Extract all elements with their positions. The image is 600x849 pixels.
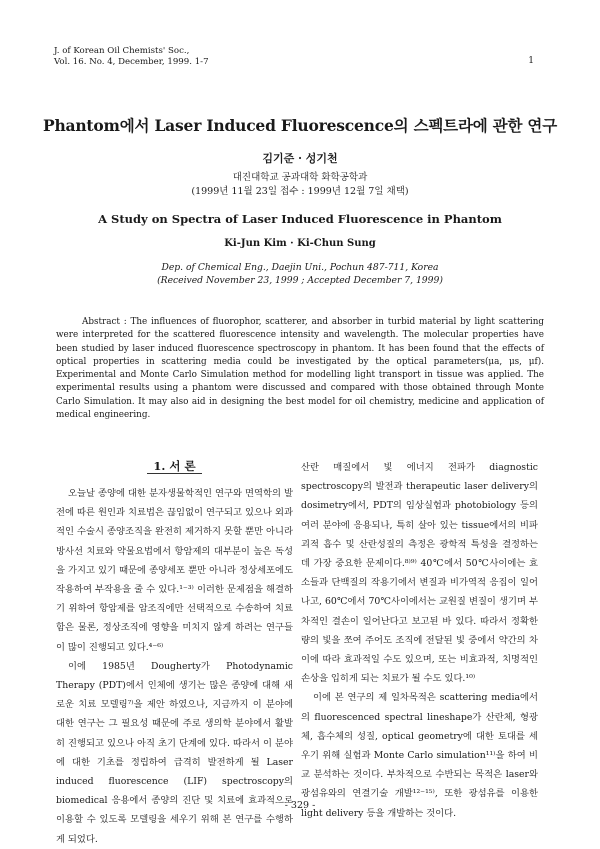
journal-citation [54,46,209,68]
abstract-text: The influences of fluorophor, scatterer, and absorber in turbid material by light scattering were interpreted for the scattered fluorescence intensity and wavelength. The molecular properties have been studied by laser induced fluorescence spectroscopy in phantom. It has been found that the effects of optical properties in scattering media could be investigated by the optical parameters(μa, μs, μf). Experimental and Monte Carlo Simulation method for modelling light transport in tissue was applied. The experimental results using a phantom were discussed and compared with those obtained through Monte Carlo Simulation. It may also aid in designing the best model for oil chemistry, medicine and application of medical engineering. [56,317,544,421]
dates-korean: (1999년 11월 23일 접수 : 1999년 12월 7일 채택) [191,186,409,197]
authors-english: Ki-Jun Kim · Ki-Chun Sung [224,238,376,249]
title-korean: Phantom에서 Laser Induced Fluorescence의 스펙트라에 관한 연구 [43,116,557,135]
footer-page-number: - 329 - [284,800,316,811]
left-column [56,458,293,849]
page-number: 1 [528,56,534,66]
affiliation-english: Dep. of Chemical Eng., Daejin Uni., Pochun 487-711, Korea [161,262,439,273]
right-paragraph-2: 이에 본 연구의 제 일차목적은 scattering media에서의 fluorescenced spectral lineshape가 산란체, 형광체, 흡수체의 성질, optical geometry에 대한 토대를 세우기 위해 실험과 Monte Carlo simulation¹¹⁾을 하여 비교 분석하는 것이다. 부차적으로 수반되는 목적은 laser와 광섬유와의 연결기술 개발¹²⁻¹⁵⁾, 또한 광섬유를 이용한 light delivery 등을 개발하는 것이다. [301,692,538,819]
title-english: A Study on Spectra of Laser Induced Fluorescence in Phantom [98,212,502,226]
abstract-label: Abstract : [82,317,127,327]
affiliation-korean: 대진대학교 공과대학 화학공학과 [232,172,368,183]
left-paragraph-2: 이에 1985년 Dougherty가 Photodynamic Therapy (PDT)에서 인체에 생기는 많은 종양에 대해 새로운 치료 모델링⁷⁾을 제안 하였으나, 지금까지 이 분야에 대한 연구는 그 필요성 때문에 주로 생의학 분야에서 활발히 진행되고 있으나 아직 초기 단계에 있다. 따라서 이 분야에 대한 기초를 정립하여 급격히 발전하게 될 Laser induced fluorescence (LIF) spectroscopy의 biomedical 응용에서 종양의 진단 및 치료에 효과적으로 이용할 수 있도록 모델링을 세우기 위해 본 연구를 수행하게 되었다. [56,660,293,845]
affiliation-english-block [0,261,600,287]
dates-english: (Received November 23, 1999 ; Accepted December 7, 1999) [157,275,443,286]
left-paragraph-1: 오늘날 종양에 대한 분자생물학적인 연구와 면역학의 발전에 따른 원인과 치료법은 끊임없이 연구되고 있으나 외과적인 수술시 종양조직을 완전히 제거하지 못할 뿐만 아니라 방사선 치료와 약물요법에서 항암제의 대부분이 높은 독성을 가지고 있기 때문에 종양세포 뿐만 아니라 정상세포에도 작용하여 부작용을 줄 수 있다.¹⁻³⁾ 이러한 문제점을 해결하기 위하여 항암제를 암조직에만 선택적으로 수송하여 치료함은 물론, 정상조직에 영향을 미치지 않게 하려는 연구들이 많이 진행되고 있다.⁴⁻⁶⁾ [56,488,293,653]
journal-line-2: Vol. 16. No. 4, December, 1999. 1-7 [54,57,209,67]
abstract [56,316,544,422]
right-paragraph-1: 산란 매질에서 빛 에너지 전파가 diagnostic spectroscopy의 발전과 therapeutic laser delivery의 dosimetry에서, PDT의 임상실험과 photobiology 등의 여러 분야에 응용되나, 특히 살아 있는 tissue에서의 비파괴적 흡수 및 산란성질의 측정은 광학적 특성을 결정하는 데 가장 중요한 문제이다.⁸⁾⁹⁾ 40℃에서 50℃사이에는 효소들과 단백질의 작용기에서 변질과 비가역적 응집이 일어나고, 60℃에서 70℃사이에서는 교원질 변질이 생기며 부차적인 결손이 일어난다고 보고된 바 있다. 따라서 정확한 량의 빛을 쪼여 주어도 조직에 전달된 빛 중에서 약간의 차이에 따라 효과적일 수도 있으며, 또는 비효과적, 치명적인 손상을 입히게 되는 치료가 될 수도 있다.¹⁰⁾ [301,462,538,685]
affiliation-korean-block [0,171,600,199]
journal-line-1: J. of Korean Oil Chemists' Soc., [54,46,190,56]
right-column [301,458,538,823]
section-heading [56,458,293,474]
authors-korean: 김기준 · 성기천 [262,152,338,165]
section-heading-text: 1. 서 론 [147,459,201,474]
